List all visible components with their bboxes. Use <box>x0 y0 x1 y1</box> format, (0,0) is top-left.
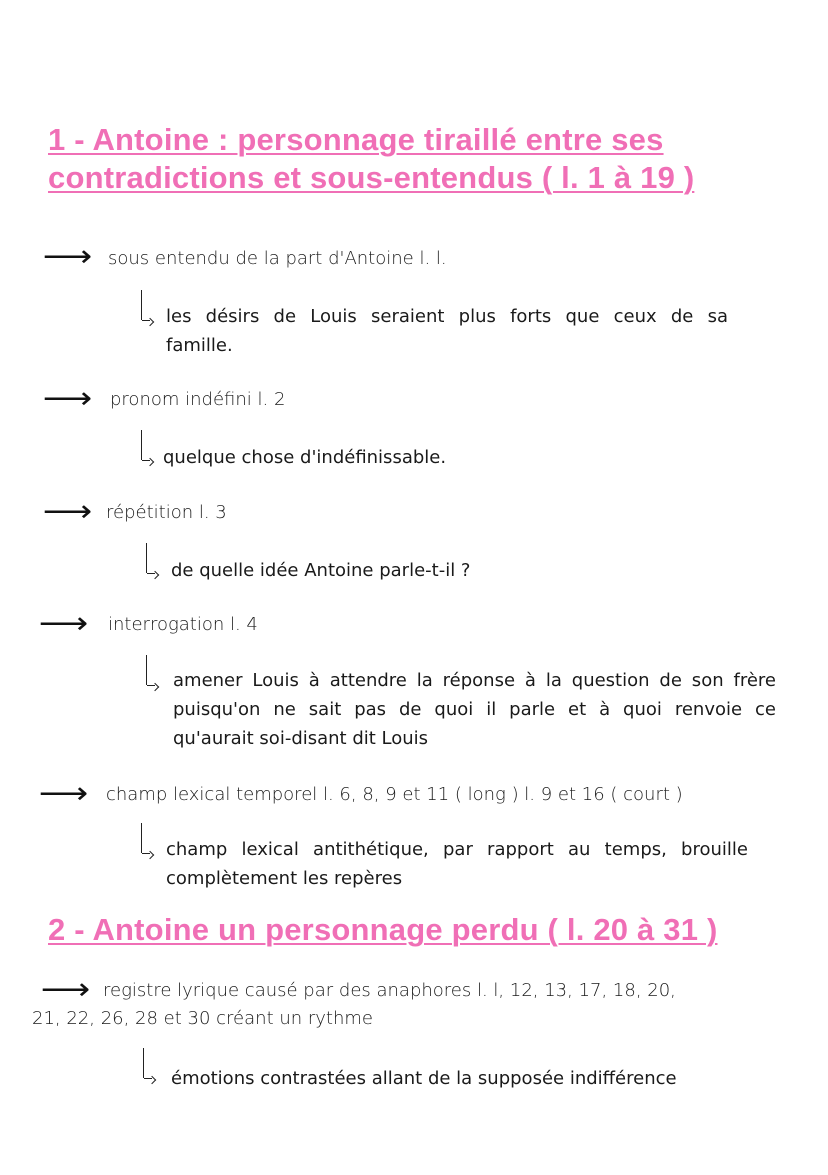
section-2-point-1-text-line-2: 21, 22, 26, 28 et 30 créant un rythme <box>32 1008 374 1029</box>
sub-arrow-icon <box>146 655 159 685</box>
point-4-detail-line-1: amener Louis à attendre la réponse à la question de son frère <box>173 670 776 691</box>
arrow-icon: ⟶ <box>42 381 93 416</box>
sub-arrow-icon <box>146 543 159 573</box>
arrow-icon: ⟶ <box>38 606 89 641</box>
point-1-detail-line-2: famille. <box>166 335 233 356</box>
sub-arrow-icon <box>143 1048 156 1078</box>
point-5-text: champ lexical temporel l. 6, 8, 9 et 11 ( long ) l. 9 et 16 ( court ) <box>106 784 683 805</box>
section-2-point-1-text-line-1: registre lyrique causé par des anaphores l. l, 12, 13, 17, 18, 20, <box>103 980 676 1001</box>
point-3-detail-line-1: de quelle idée Antoine parle-t-il ? <box>171 560 471 581</box>
point-4-text: interrogation l. 4 <box>108 614 258 635</box>
point-4-detail-line-2: puisqu'on ne sait pas de quoi il parle et à quoi renvoie ce <box>173 699 776 720</box>
point-4-detail-line-3: qu'aurait soi-disant dit Louis <box>173 728 429 749</box>
point-3-detail <box>171 556 671 585</box>
point-5-detail-line-2: complètement les repères <box>166 868 403 889</box>
arrow-icon: ⟶ <box>42 239 93 274</box>
point-1-text: sous entendu de la part d'Antoine l. l. <box>108 248 447 269</box>
arrow-icon: ⟶ <box>42 494 93 529</box>
point-2-text: pronom indéfini l. 2 <box>110 389 286 410</box>
point-1-detail-line-1: les désirs de Louis seraient plus forts que ceux de sa <box>166 306 728 327</box>
section-2-point-1-detail <box>171 1064 731 1093</box>
sub-arrow-icon <box>141 290 154 320</box>
arrow-icon: ⟶ <box>38 776 89 811</box>
point-4-detail <box>173 666 776 753</box>
point-2-detail-line-1: quelque chose d'indéfinissable. <box>163 447 447 468</box>
arrow-icon: ⟶ <box>40 972 91 1007</box>
sub-arrow-icon <box>141 430 154 460</box>
section-1-title-line-2: contradictions et sous-entendus ( l. 1 à 19 ) <box>48 160 695 195</box>
point-2-detail <box>163 443 663 472</box>
point-5-detail-line-1: champ lexical antithétique, par rapport au temps, brouille <box>166 839 748 860</box>
section-2-title: 2 - Antoine un personnage perdu ( l. 20 à 31 ) <box>48 912 718 947</box>
section-2-point-1-detail-line-1: émotions contrastées allant de la supposée indifférence <box>171 1068 677 1089</box>
section-1-title-line-1: 1 - Antoine : personnage tiraillé entre ses <box>48 122 664 157</box>
point-5-detail <box>166 835 748 893</box>
point-1-detail <box>166 302 728 360</box>
sub-arrow-icon <box>141 823 154 853</box>
point-3-text: répétition l. 3 <box>106 502 227 523</box>
